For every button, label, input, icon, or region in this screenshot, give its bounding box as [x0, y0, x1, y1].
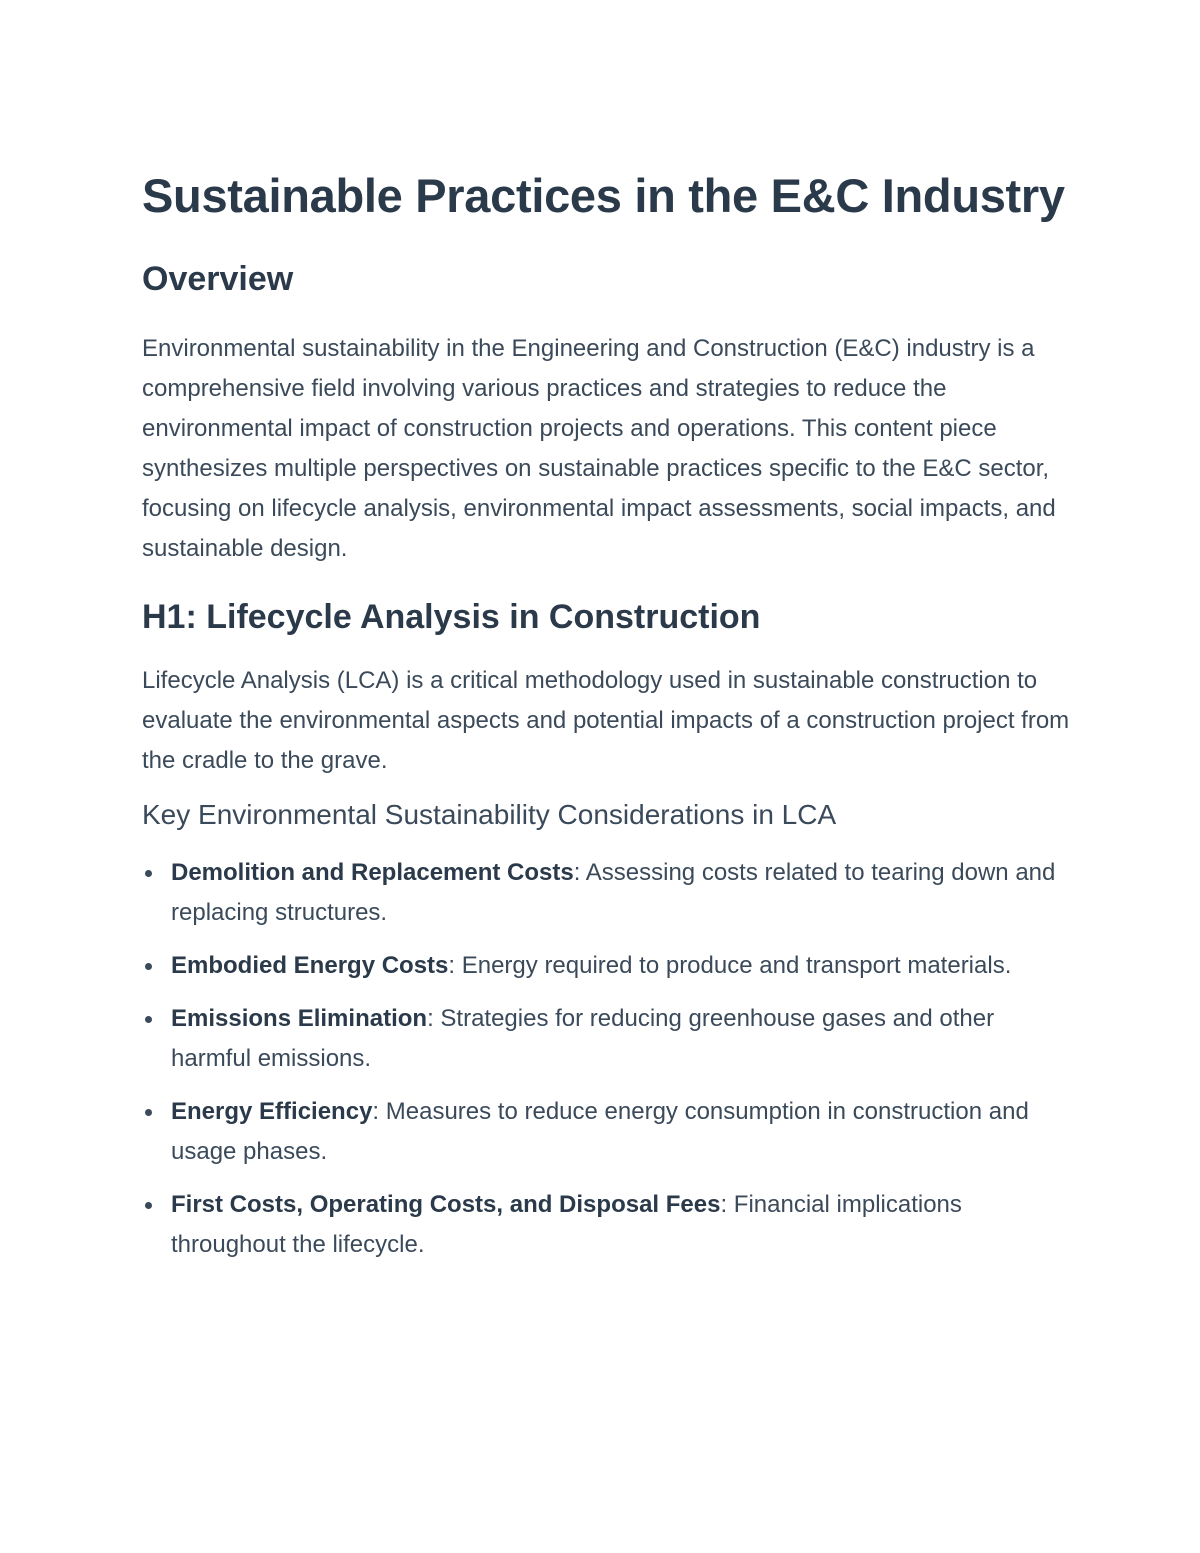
- list-item-description: : Energy required to produce and transport materials.: [448, 952, 1012, 979]
- bullet-icon: [145, 870, 152, 877]
- bullet-icon: [145, 1109, 152, 1116]
- list-item-term: Embodied Energy Costs: [171, 952, 449, 979]
- list-item-description: : Strategies for reducing greenhouse gases and other harmful emissions.: [171, 1005, 995, 1072]
- bullet-icon: [145, 963, 152, 970]
- list-item-description: : Measures to reduce energy consumption in construction and usage phases.: [171, 1098, 1029, 1165]
- bullet-icon: [145, 1016, 152, 1023]
- lca-considerations-heading: Key Environmental Sustainability Considerations in LCA: [142, 799, 837, 830]
- list-item: [142, 1092, 1072, 1172]
- lca-paragraph: Lifecycle Analysis (LCA) is a critical methodology used in sustainable construction to evaluate the environmental aspects and potential impacts of a construction project from the cradle to the grave.: [142, 667, 1070, 774]
- list-item: [142, 946, 1072, 986]
- bullet-icon: [145, 1202, 152, 1209]
- list-item-description: : Assessing costs related to tearing down and replacing structures.: [171, 859, 1056, 926]
- list-item: [142, 1185, 1072, 1265]
- list-item: [142, 999, 1072, 1079]
- list-item: [142, 853, 1072, 933]
- document-page: [142, 164, 1072, 1278]
- overview-paragraph: Environmental sustainability in the Engineering and Construction (E&C) industry is a comprehensive field involving various practices and strategies to reduce the environmental impact of construction projects and operations. This content piece synthesizes multiple perspectives on sustainable practices specific to the E&C sector, focusing on lifecycle analysis, environmental impact assessments, social impacts, and sustainable design.: [142, 335, 1056, 562]
- overview-heading: Overview: [142, 260, 294, 298]
- lca-considerations-list: [142, 853, 1072, 1265]
- list-item-term: First Costs, Operating Costs, and Disposal Fees: [171, 1191, 721, 1218]
- page-title: Sustainable Practices in the E&C Industry: [142, 169, 1065, 222]
- list-item-term: Emissions Elimination: [171, 1005, 428, 1032]
- list-item-description: : Financial implications throughout the lifecycle.: [171, 1191, 962, 1258]
- list-item-term: Energy Efficiency: [171, 1098, 373, 1125]
- list-item-term: Demolition and Replacement Costs: [171, 859, 574, 886]
- lca-heading: H1: Lifecycle Analysis in Construction: [142, 598, 761, 636]
